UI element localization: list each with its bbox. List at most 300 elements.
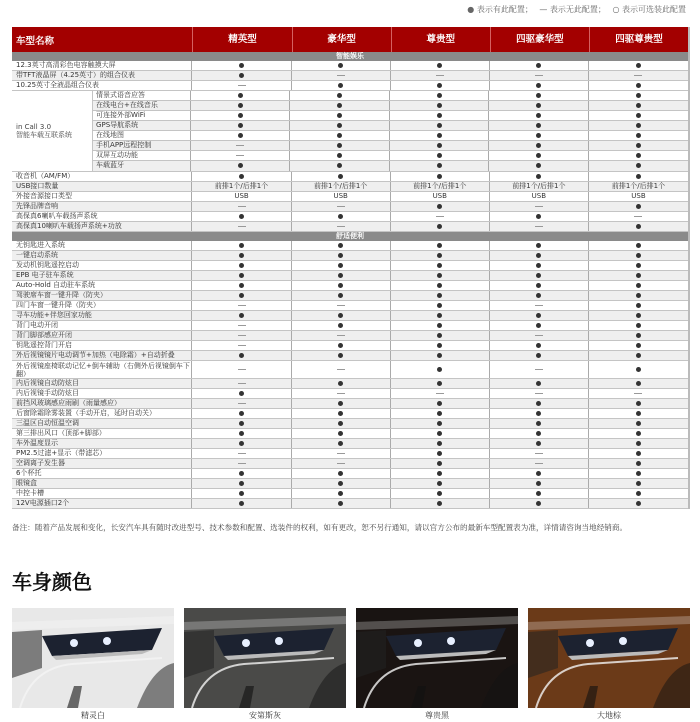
table-row	[12, 429, 688, 439]
row-value	[589, 91, 688, 100]
filled-dot-icon	[437, 501, 442, 506]
filled-dot-icon	[636, 471, 641, 476]
row-label: 外后视镜座椅联动记忆+倒车辅助（右侧外后视镜倒车下翻）	[12, 361, 192, 378]
row-value: 前排1个/后排1个	[611, 182, 666, 190]
row-label: 驾驶席车窗一键升降（防夹）	[12, 291, 192, 300]
row-value	[192, 489, 291, 498]
filled-dot-icon	[338, 411, 343, 416]
row-label: 收音机（AM/FM）	[12, 172, 192, 181]
row-value	[292, 172, 391, 181]
row-value	[192, 449, 291, 458]
filled-dot-icon	[536, 243, 541, 248]
row-label: 高保真10喇叭车载扬声系统+功放	[12, 222, 192, 231]
row-value	[391, 489, 490, 498]
filled-dot-icon	[437, 411, 442, 416]
row-value	[292, 449, 391, 458]
row-value	[292, 389, 391, 398]
table-row	[12, 291, 688, 301]
row-value	[490, 212, 589, 221]
row-value	[490, 459, 589, 468]
row-label: 在线电台+在线音乐	[93, 101, 191, 110]
filled-dot-icon	[437, 113, 442, 118]
row-value	[490, 321, 589, 330]
row-value	[391, 81, 490, 90]
row-value	[292, 419, 391, 428]
row-value	[192, 469, 291, 478]
filled-dot-icon	[239, 353, 244, 358]
row-label: 车外温度显示	[12, 439, 192, 448]
row-label: 6个杯托	[12, 469, 192, 478]
color-name: 大地棕	[597, 711, 621, 720]
table-row	[12, 172, 688, 182]
row-value	[391, 331, 490, 340]
filled-dot-icon	[636, 451, 641, 456]
filled-dot-icon	[437, 224, 442, 229]
row-value	[490, 399, 589, 408]
row-value	[391, 449, 490, 458]
row-value	[490, 409, 589, 418]
filled-dot-icon	[338, 381, 343, 386]
row-value	[589, 341, 688, 350]
row-value	[390, 111, 489, 120]
row-value	[292, 459, 391, 468]
row-value	[391, 202, 490, 211]
dash-icon	[238, 226, 246, 227]
row-value	[292, 71, 391, 80]
filled-dot-icon	[636, 353, 641, 358]
filled-dot-icon	[437, 243, 442, 248]
row-value	[292, 409, 391, 418]
row-value	[589, 271, 688, 280]
row-label: 外后视镜镜片电动调节+加热（电除霜）+自动折叠	[12, 351, 192, 360]
row-value	[589, 291, 688, 300]
dash-icon	[337, 226, 345, 227]
row-value	[292, 361, 391, 378]
table-row	[93, 151, 688, 161]
filled-dot-icon	[437, 367, 442, 372]
row-value	[489, 161, 588, 171]
filled-dot-icon	[636, 381, 641, 386]
row-label: 外接音源接口类型	[12, 192, 192, 201]
filled-dot-icon	[636, 303, 641, 308]
row-label: 后窗除霜除雾装置（手动开启，延时自动关）	[12, 409, 192, 418]
table-row	[12, 469, 688, 479]
filled-dot-icon	[636, 481, 641, 486]
table-row	[12, 182, 688, 192]
filled-dot-icon	[437, 401, 442, 406]
dash-icon	[535, 335, 543, 336]
row-value: USB	[292, 192, 391, 201]
row-value	[290, 111, 389, 120]
row-value	[589, 261, 688, 270]
filled-dot-icon	[536, 174, 541, 179]
row-value	[192, 389, 291, 398]
row-value: USB	[490, 192, 589, 201]
dash-icon	[535, 75, 543, 76]
filled-dot-icon	[239, 411, 244, 416]
row-value	[589, 469, 688, 478]
row-value	[490, 351, 589, 360]
dash-icon	[337, 206, 345, 207]
filled-dot-icon	[636, 441, 641, 446]
row-value	[192, 429, 291, 438]
table-row	[12, 301, 688, 311]
filled-dot-icon	[337, 143, 342, 148]
filled-dot-icon	[437, 143, 442, 148]
row-value	[391, 341, 490, 350]
row-label: 带TFT液晶屏（4.25英寸）的组合仪表	[12, 71, 192, 80]
filled-dot-icon	[636, 174, 641, 179]
dash-icon	[337, 393, 345, 394]
row-value	[589, 71, 688, 80]
section-rows	[12, 61, 688, 91]
color-swatch-image	[184, 608, 346, 708]
row-value	[589, 141, 688, 150]
row-value	[589, 459, 688, 468]
row-value	[489, 121, 588, 130]
filled-dot-icon	[239, 283, 244, 288]
filled-dot-icon	[337, 153, 342, 158]
filled-dot-icon	[437, 283, 442, 288]
row-label: 内后视镜手动防炫目	[12, 389, 192, 398]
table-row	[12, 419, 688, 429]
row-value	[589, 81, 688, 90]
dash-icon	[436, 216, 444, 217]
filled-dot-icon	[338, 243, 343, 248]
filled-dot-icon	[238, 163, 243, 168]
row-value	[191, 151, 290, 160]
row-label: 内后视镜自动防炫目	[12, 379, 192, 388]
row-value	[391, 281, 490, 290]
row-value	[589, 311, 688, 320]
filled-dot-icon	[437, 123, 442, 128]
row-label: 背门脚部感应开闭	[12, 331, 192, 340]
row-value	[390, 141, 489, 150]
filled-dot-icon	[636, 313, 641, 318]
table-row	[93, 91, 688, 101]
dash-icon	[238, 463, 246, 464]
row-value	[490, 479, 589, 488]
filled-dot-icon	[536, 481, 541, 486]
row-value	[589, 399, 688, 408]
row-label: 12V电源插口2个	[12, 499, 192, 508]
row-value	[589, 212, 688, 221]
dash-icon	[634, 75, 642, 76]
row-value	[292, 351, 391, 360]
filled-dot-icon	[239, 501, 244, 506]
row-value	[391, 61, 490, 70]
filled-dot-icon	[239, 243, 244, 248]
filled-dot-icon	[338, 313, 343, 318]
row-value	[192, 202, 291, 211]
row-value	[192, 499, 291, 508]
row-value	[589, 449, 688, 458]
row-value	[290, 131, 389, 140]
header-name: 车型名称	[16, 35, 55, 47]
row-value	[292, 271, 391, 280]
group-label-line2: 智能车载互联系统	[16, 131, 72, 139]
filled-dot-icon	[536, 293, 541, 298]
filled-dot-icon	[437, 163, 442, 168]
row-value	[390, 101, 489, 110]
row-value	[391, 469, 490, 478]
filled-dot-icon	[636, 401, 641, 406]
table-row	[12, 222, 688, 232]
legend	[463, 4, 686, 15]
table-row	[12, 241, 688, 251]
filled-dot-icon	[636, 93, 641, 98]
row-value	[589, 202, 688, 211]
filled-dot-icon	[239, 293, 244, 298]
row-value	[292, 331, 391, 340]
legend-optional: ○ 表示可选装此配置	[612, 5, 686, 14]
headlight-image	[528, 608, 690, 708]
row-value	[490, 341, 589, 350]
row-value	[589, 409, 688, 418]
table-row	[93, 121, 688, 131]
filled-dot-icon	[536, 103, 541, 108]
row-label: PM2.5过滤+显示（带滤芯）	[12, 449, 192, 458]
filled-dot-icon	[238, 123, 243, 128]
row-value	[490, 222, 589, 231]
table-row	[12, 439, 688, 449]
row-value	[292, 311, 391, 320]
filled-dot-icon	[337, 163, 342, 168]
row-label: 高保真6喇叭车载扬声系统	[12, 212, 192, 221]
row-value	[490, 439, 589, 448]
row-label: 三温区自动恒温空调	[12, 419, 192, 428]
filled-dot-icon	[636, 253, 641, 258]
row-label: 12.3英寸高清彩色电容触摸大屏	[12, 61, 192, 70]
row-value	[290, 91, 389, 100]
table-row	[12, 399, 688, 409]
row-value	[292, 341, 391, 350]
row-value	[490, 202, 589, 211]
row-value	[192, 379, 291, 388]
row-value	[391, 241, 490, 250]
filled-dot-icon	[636, 431, 641, 436]
filled-dot-icon	[536, 283, 541, 288]
filled-dot-icon	[437, 174, 442, 179]
headlight-image	[12, 608, 174, 708]
row-value	[192, 81, 291, 90]
row-value	[589, 121, 688, 130]
table-row	[93, 131, 688, 141]
row-value	[490, 291, 589, 300]
dash-icon	[337, 305, 345, 306]
dash-icon	[337, 369, 345, 370]
row-value	[391, 389, 490, 398]
row-label: 背门电动开闭	[12, 321, 192, 330]
row-value	[192, 419, 291, 428]
row-value: USB	[631, 192, 646, 200]
row-value	[589, 111, 688, 120]
row-label: GPS导航系统	[93, 121, 191, 130]
filled-dot-icon	[636, 83, 641, 88]
row-value	[292, 379, 391, 388]
filled-dot-icon	[636, 103, 641, 108]
filled-dot-icon	[536, 421, 541, 426]
row-value	[390, 151, 489, 160]
filled-dot-icon	[338, 83, 343, 88]
filled-dot-icon	[437, 63, 442, 68]
color-swatch-image	[528, 608, 690, 708]
filled-dot-icon	[536, 163, 541, 168]
row-value	[290, 141, 389, 150]
filled-dot-icon	[636, 323, 641, 328]
filled-dot-icon	[338, 501, 343, 506]
table-row	[12, 271, 688, 281]
headlight-image	[184, 608, 346, 708]
filled-dot-icon	[536, 113, 541, 118]
row-value	[391, 351, 490, 360]
filled-dot-icon	[337, 133, 342, 138]
filled-dot-icon	[239, 174, 244, 179]
filled-dot-icon	[338, 63, 343, 68]
filled-dot-icon	[536, 153, 541, 158]
filled-dot-icon	[338, 471, 343, 476]
row-value	[191, 131, 290, 140]
row-value	[489, 101, 588, 110]
row-value	[192, 241, 291, 250]
row-value	[589, 489, 688, 498]
row-value	[192, 291, 291, 300]
filled-dot-icon	[636, 163, 641, 168]
legend-none: — 表示无此配置；	[539, 5, 606, 14]
table-row	[12, 499, 688, 509]
header-trim: 四驱豪华型	[490, 27, 589, 52]
row-value	[490, 361, 589, 378]
table-row	[12, 449, 688, 459]
dash-icon	[238, 453, 246, 454]
section-rows	[12, 172, 688, 232]
row-value	[391, 361, 490, 378]
row-value: 前排1个/后排1个	[490, 182, 589, 191]
table-row	[12, 81, 688, 91]
filled-dot-icon	[437, 293, 442, 298]
filled-dot-icon	[636, 333, 641, 338]
dash-icon	[535, 393, 543, 394]
row-value	[292, 301, 391, 310]
row-value	[192, 281, 291, 290]
row-value	[390, 121, 489, 130]
filled-dot-icon	[437, 333, 442, 338]
row-value	[589, 172, 688, 181]
row-value	[292, 429, 391, 438]
row-value	[192, 331, 291, 340]
row-value	[391, 429, 490, 438]
filled-dot-icon	[536, 63, 541, 68]
dash-icon	[238, 325, 246, 326]
row-label: 发动机钥匙遥控启动	[12, 261, 192, 270]
row-value	[490, 261, 589, 270]
filled-dot-icon	[636, 461, 641, 466]
dash-icon	[535, 226, 543, 227]
dash-icon	[238, 85, 246, 86]
row-value	[192, 71, 291, 80]
filled-dot-icon	[437, 303, 442, 308]
table-row	[12, 212, 688, 222]
filled-dot-icon	[536, 93, 541, 98]
dash-icon	[238, 383, 246, 384]
filled-dot-icon	[239, 273, 244, 278]
filled-dot-icon	[338, 343, 343, 348]
table-row	[12, 341, 688, 351]
row-value	[589, 251, 688, 260]
row-value	[292, 469, 391, 478]
filled-dot-icon	[437, 323, 442, 328]
filled-dot-icon	[337, 93, 342, 98]
dash-icon	[238, 369, 246, 370]
row-value	[589, 439, 688, 448]
filled-dot-icon	[536, 123, 541, 128]
row-label: 双屏互动功能	[93, 151, 191, 160]
row-value	[391, 172, 490, 181]
row-value	[391, 321, 490, 330]
table-row	[12, 409, 688, 419]
row-value	[589, 479, 688, 488]
row-value: 前排1个/后排1个	[292, 182, 391, 191]
row-value	[391, 379, 490, 388]
filled-dot-icon	[338, 214, 343, 219]
dash-icon	[238, 206, 246, 207]
table-row	[12, 389, 688, 399]
header-trim: 四驱尊贵型	[589, 27, 688, 52]
filled-dot-icon	[437, 273, 442, 278]
dash-icon	[337, 453, 345, 454]
row-value	[191, 121, 290, 130]
filled-dot-icon	[338, 283, 343, 288]
table-row	[12, 459, 688, 469]
row-label: 空调离子发生器	[12, 459, 192, 468]
row-label: 可连接外部WiFi	[93, 111, 191, 120]
filled-dot-icon	[239, 73, 244, 78]
row-value	[589, 321, 688, 330]
row-value	[292, 399, 391, 408]
row-value	[589, 151, 688, 160]
filled-dot-icon	[338, 293, 343, 298]
row-value	[391, 301, 490, 310]
row-value	[292, 261, 391, 270]
filled-dot-icon	[239, 481, 244, 486]
filled-dot-icon	[239, 214, 244, 219]
row-value	[391, 439, 490, 448]
table-row	[12, 251, 688, 261]
row-value	[191, 161, 290, 171]
table-row	[12, 261, 688, 271]
filled-dot-icon	[437, 353, 442, 358]
row-label: 先锋品牌音响	[12, 202, 192, 211]
filled-dot-icon	[437, 451, 442, 456]
filled-dot-icon	[437, 313, 442, 318]
row-value	[489, 91, 588, 100]
dash-icon	[634, 216, 642, 217]
table-row	[12, 71, 688, 81]
row-value	[589, 301, 688, 310]
table-row	[93, 101, 688, 111]
color-name: 尊贵黑	[425, 711, 449, 720]
row-value	[391, 271, 490, 280]
table-row	[12, 61, 688, 71]
row-value	[391, 409, 490, 418]
filled-dot-icon	[338, 353, 343, 358]
filled-dot-icon	[437, 263, 442, 268]
row-label: 手机APP远程控制	[93, 141, 191, 150]
row-value	[191, 111, 290, 120]
row-label: 寻车功能+伴您回家功能	[12, 311, 192, 320]
row-label: USB接口数量	[12, 182, 192, 191]
row-value	[490, 311, 589, 320]
